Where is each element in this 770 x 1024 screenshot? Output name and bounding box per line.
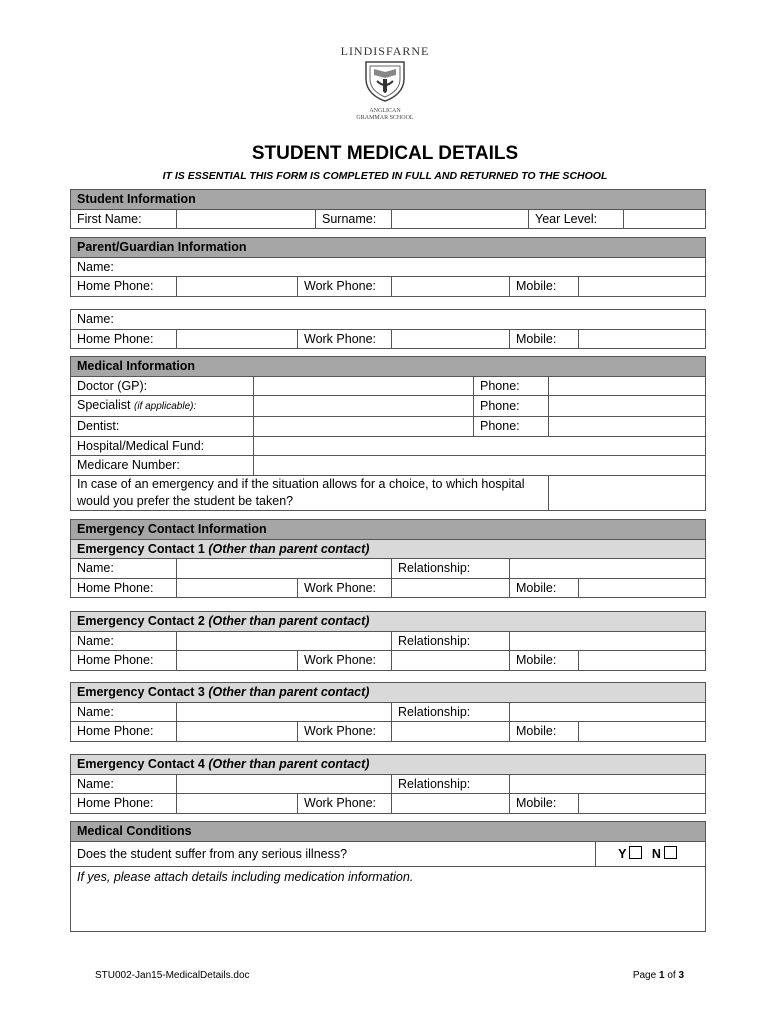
ec4-home-phone-field[interactable] <box>177 794 298 814</box>
ec3-mobile-field[interactable] <box>579 722 706 742</box>
footer-page-number <box>633 970 684 981</box>
parent2-home-phone-field[interactable] <box>177 329 298 349</box>
ec3-work-phone-field[interactable] <box>392 722 510 742</box>
yes-label: Y <box>618 846 627 861</box>
ec1-relationship-label: Relationship: <box>392 559 510 579</box>
ec1-work-phone-field[interactable] <box>392 578 510 598</box>
ec1-work-phone-label: Work Phone: <box>298 578 392 598</box>
medicare-field[interactable] <box>254 456 706 476</box>
ec4-note: (Other than parent contact) <box>208 757 370 772</box>
parent1-home-phone-field[interactable] <box>177 277 298 297</box>
emergency-contact-1-header <box>71 539 706 559</box>
ec2-mobile-label: Mobile: <box>510 651 579 671</box>
parent2-name-label: Name: <box>77 312 114 327</box>
hospital-question: In case of an emergency and if the situation allows for a choice, to which hospital would you prefer the student be taken? <box>71 475 549 510</box>
crest-icon <box>360 59 410 103</box>
emergency-contact-1-table <box>70 519 706 598</box>
ec3-name-field[interactable] <box>177 702 392 722</box>
ec2-relationship-field[interactable] <box>510 631 706 651</box>
emergency-contact-2-header <box>71 612 706 632</box>
ec1-name-field[interactable] <box>177 559 392 579</box>
parent1-work-phone-label: Work Phone: <box>298 277 392 297</box>
illness-yn-cell <box>596 841 706 866</box>
fund-field[interactable] <box>254 436 706 456</box>
parent2-work-phone-label: Work Phone: <box>298 329 392 349</box>
ec2-label: Emergency Contact 2 <box>77 614 205 629</box>
ec3-home-phone-label: Home Phone: <box>71 722 177 742</box>
medical-conditions-header: Medical Conditions <box>71 822 706 842</box>
parent1-mobile-field[interactable] <box>579 277 706 297</box>
parent2-name-field[interactable] <box>71 310 706 330</box>
parent2-mobile-label: Mobile: <box>510 329 579 349</box>
emergency-contact-4-table <box>70 754 706 814</box>
page-total: 3 <box>678 970 684 981</box>
ec2-home-phone-label: Home Phone: <box>71 651 177 671</box>
ec3-relationship-field[interactable] <box>510 702 706 722</box>
first-name-field[interactable] <box>177 209 316 229</box>
ec1-name-label: Name: <box>71 559 177 579</box>
page-num: 1 <box>658 970 665 981</box>
ec1-note: (Other than parent contact) <box>208 541 370 556</box>
ec2-relationship-label: Relationship: <box>392 631 510 651</box>
medical-conditions-table <box>70 821 706 932</box>
ec1-home-phone-field[interactable] <box>177 578 298 598</box>
student-info-table <box>70 189 706 229</box>
student-info-header: Student Information <box>71 190 706 210</box>
parent1-work-phone-field[interactable] <box>392 277 510 297</box>
medicare-label: Medicare Number: <box>71 456 254 476</box>
parent2-table <box>70 309 706 349</box>
emergency-contact-2-table <box>70 611 706 671</box>
surname-field[interactable] <box>392 209 529 229</box>
specialist-phone-label: Phone: <box>474 396 549 417</box>
fund-label: Hospital/Medical Fund: <box>71 436 254 456</box>
ec1-home-phone-label: Home Phone: <box>71 578 177 598</box>
dentist-field[interactable] <box>254 417 474 437</box>
ec4-mobile-field[interactable] <box>579 794 706 814</box>
ec1-relationship-field[interactable] <box>510 559 706 579</box>
ec3-relationship-label: Relationship: <box>392 702 510 722</box>
logo-sub-1: ANGLICAN <box>369 108 401 114</box>
ec3-name-label: Name: <box>71 702 177 722</box>
ec1-mobile-field[interactable] <box>579 578 706 598</box>
ec3-label: Emergency Contact 3 <box>77 685 205 700</box>
logo-sub-2: GRAMMAR SCHOOL <box>356 115 414 121</box>
specialist-field[interactable] <box>254 396 474 417</box>
dentist-phone-field[interactable] <box>549 417 706 437</box>
ec3-mobile-label: Mobile: <box>510 722 579 742</box>
school-logo <box>330 42 440 128</box>
ec4-relationship-label: Relationship: <box>392 774 510 794</box>
ec1-mobile-label: Mobile: <box>510 578 579 598</box>
ec2-name-label: Name: <box>71 631 177 651</box>
doctor-label: Doctor (GP): <box>71 376 254 396</box>
parent1-home-phone-label: Home Phone: <box>71 277 177 297</box>
dentist-phone-label: Phone: <box>474 417 549 437</box>
medical-info-header: Medical Information <box>71 357 706 377</box>
ec4-name-label: Name: <box>71 774 177 794</box>
ec4-mobile-label: Mobile: <box>510 794 579 814</box>
emergency-contact-4-header <box>71 755 706 775</box>
ec4-relationship-field[interactable] <box>510 774 706 794</box>
of-label: of <box>667 970 676 981</box>
parent2-mobile-field[interactable] <box>579 329 706 349</box>
emergency-contact-3-table <box>70 682 706 742</box>
doctor-phone-label: Phone: <box>474 376 549 396</box>
ec4-name-field[interactable] <box>177 774 392 794</box>
page-label: Page <box>632 970 657 981</box>
parent2-home-phone-label: Home Phone: <box>71 329 177 349</box>
ec4-home-phone-label: Home Phone: <box>71 794 177 814</box>
parent1-mobile-label: Mobile: <box>510 277 579 297</box>
surname-label: Surname: <box>316 209 392 229</box>
hospital-field[interactable] <box>549 475 706 510</box>
emergency-contact-3-header <box>71 683 706 703</box>
no-label: N <box>651 846 661 861</box>
page-title: STUDENT MEDICAL DETAILS <box>251 143 519 164</box>
doctor-phone-field[interactable] <box>549 376 706 396</box>
specialist-label-cell <box>71 396 254 417</box>
parent-info-table <box>70 237 706 297</box>
parent-info-header: Parent/Guardian Information <box>71 238 706 258</box>
ec2-work-phone-label: Work Phone: <box>298 651 392 671</box>
ec2-name-field[interactable] <box>177 631 392 651</box>
no-checkbox[interactable] <box>664 846 677 859</box>
parent1-name-field[interactable] <box>71 257 706 277</box>
first-name-label: First Name: <box>71 209 177 229</box>
doctor-field[interactable] <box>254 376 474 396</box>
ec4-label: Emergency Contact 4 <box>77 757 205 772</box>
parent1-name-label: Name: <box>77 259 114 274</box>
dentist-label: Dentist: <box>71 417 254 437</box>
illness-question: Does the student suffer from any serious illness? <box>71 841 596 866</box>
ec2-work-phone-field[interactable] <box>392 651 510 671</box>
year-level-field[interactable] <box>624 209 706 229</box>
ec1-label: Emergency Contact 1 <box>77 541 205 556</box>
ec2-note: (Other than parent contact) <box>208 614 370 629</box>
illness-details-note: If yes, please attach details including medication information. <box>77 869 414 884</box>
ec3-note: (Other than parent contact) <box>208 685 370 700</box>
specialist-note: (if applicable): <box>133 401 197 412</box>
ec3-work-phone-label: Work Phone: <box>298 722 392 742</box>
ec4-work-phone-field[interactable] <box>392 794 510 814</box>
yes-checkbox[interactable] <box>629 846 642 859</box>
ec2-mobile-field[interactable] <box>579 651 706 671</box>
year-level-label: Year Level: <box>529 209 624 229</box>
illness-details-field[interactable] <box>71 866 706 931</box>
parent2-work-phone-field[interactable] <box>392 329 510 349</box>
page-subtitle: IT IS ESSENTIAL THIS FORM IS COMPLETED IN FULL AND RETURNED TO THE SCHOOL <box>162 170 608 182</box>
medical-info-table <box>70 356 706 511</box>
ec3-home-phone-field[interactable] <box>177 722 298 742</box>
specialist-phone-field[interactable] <box>549 396 706 417</box>
emergency-info-header: Emergency Contact Information <box>71 520 706 540</box>
ec2-home-phone-field[interactable] <box>177 651 298 671</box>
footer-doc-name: STU002-Jan15-MedicalDetails.doc <box>95 970 250 981</box>
specialist-label: Specialist <box>77 398 131 412</box>
ec4-work-phone-label: Work Phone: <box>298 794 392 814</box>
logo-name: LINDISFARNE <box>340 44 430 58</box>
